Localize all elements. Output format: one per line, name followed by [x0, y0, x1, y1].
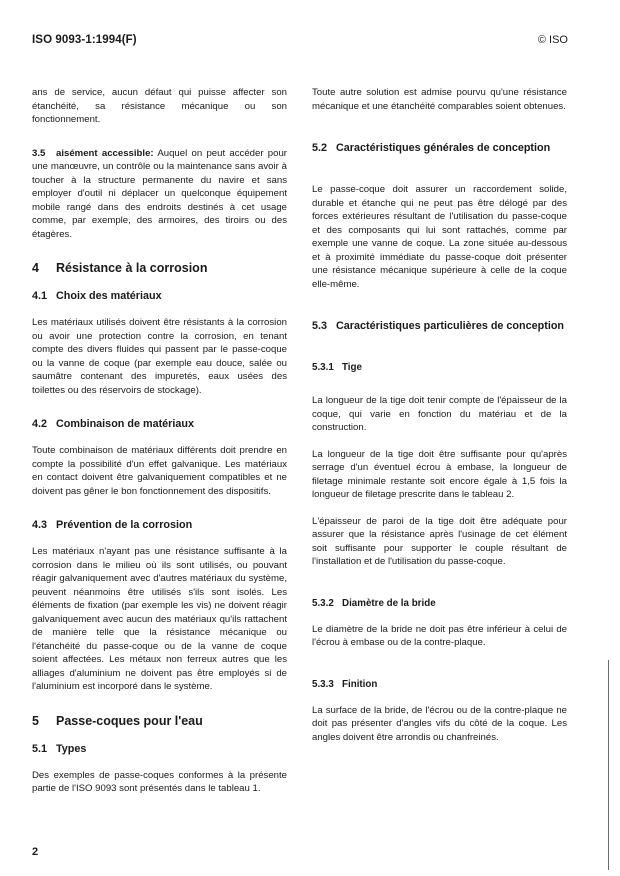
section-5-heading: 5 Passe-coques pour l'eau [32, 713, 203, 728]
right-column [312, 86, 567, 744]
section-5-3-heading: 5.3 Caractéristiques particulières de conception [312, 320, 565, 332]
section-5-3-1-heading: 5.3.1 Tige [312, 362, 362, 373]
document-id: ISO 9093-1:1994(F) [32, 34, 137, 46]
section-5-3-2-text: Le diamètre de la bride ne doit pas être inférieur à celui de l'écrou à embase ou de la contre-plaque. [312, 623, 567, 648]
definition-term: aisément accessible: [56, 147, 154, 159]
section-4-1-text: Les matériaux utilisés doivent être résistants à la corrosion ou avoir une protection contre la corrosion, en tenant compte des divers fluides qui passent par le passe-coque ou la vanne de coque (par exemple eau douce, salée ou saumâtre contenant des impuretés, eaux usées des toilettes ou des réservoirs de stockage). [32, 317, 287, 396]
section-4-1-heading: 4.1 Choix des matériaux [32, 290, 162, 302]
section-4-3-heading: 4.3 Prévention de la corrosion [32, 519, 193, 531]
page-number: 2 [32, 846, 39, 858]
section-4-heading: 4 Résistance à la corrosion [32, 261, 208, 275]
section-5-1-heading: 5.1 Types [32, 742, 87, 755]
definition-text: Auquel on peut accéder pour une manœuvre, un contrôle ou la maintenance sans avoir à toucher à la structure permanente du navire et sans employer d'outil ni déplacer un quelconque équipement mobile rangé dans des endroits destinés à cet usage comme, par exemple, des armoires, des tiroirs ou des étagères. [32, 147, 287, 240]
section-4-3-text: Les matériaux n'ayant pas une résistance suffisante à la corrosion dans le milieu où ils sont utilisés, ou pouvant réagir galvaniquement avec d'autres matériaux du système, peuvent néanmoins être utilisés s'ils sont isolés. Les éléments de fixation (par exemple les vis) ne doivent réagir galvaniquement avec aucun des matériaux qu'ils rattachent de manière telle que la résistance mécanique ou l'étanchéité du passe-coque ou de la vanne de coque soient affectées. Les métaux non ferreux autres que les alliages d'aluminium ne doivent pas être employés si de l'aluminium est incorporé dans le système. [32, 546, 287, 692]
definition-number: 3.5 [32, 147, 46, 159]
copyright-mark: © ISO [537, 34, 568, 46]
continued-text: Toute autre solution est admise pourvu qu'une résistance mécanique et une étanchéité comparables soient obtenues. [312, 87, 567, 112]
page-edge-line [608, 660, 609, 870]
section-5-1-text: Des exemples de passe-coques conformes à la présente partie de l'ISO 9093 sont présentés dans le tableau 1. [32, 769, 287, 794]
section-5-3-3-heading: 5.3.3 Finition [312, 678, 378, 690]
section-5-3-1-paragraph-1: La longueur de la tige doit tenir compte de l'épaisseur de la coque, qui varie en fonction du matériau et de la construction. [312, 395, 567, 433]
continued-text: ans de service, aucun défaut qui puisse affecter son étanchéité, sa résistance mécanique ou son fonctionnement. [32, 87, 287, 125]
section-5-3-3-text: La surface de la bride, de l'écrou ou de la contre-plaque ne doit pas présenter d'angles vifs du côté de la coque. Les angles doivent être arrondis ou chanfreinés. [312, 704, 567, 743]
section-5-3-1-paragraph-2: La longueur de la tige doit être suffisante pour qu'après serrage d'un éventuel écrou à embase, la longueur de filetage minimale restante soit encore égale à 1,5 fois la longueur de filetage prescrite dans le tableau 2. [312, 448, 567, 500]
definition-3-5 [32, 147, 287, 242]
left-column [32, 86, 287, 796]
section-4-2-text: Toute combinaison de matériaux différents doit prendre en compte la possibilité d'un effet galvanique. Les matériaux en contact doivent être galvaniquement compatibles et ne doivent pas gêner le bon fonctionnement des dispositifs. [32, 445, 287, 497]
section-5-3-1-paragraph-3: L'épaisseur de paroi de la tige doit être adéquate pour assurer que la résistance après l'usinage de cet élément soit suffisante pour supporter le couple résultant de l'installation et de l'utilisation du passe-coque. [312, 515, 567, 567]
section-5-2-text: Le passe-coque doit assurer un raccordement solide, durable et étanche qui ne peut pas être délogé par des forces extérieures résultant de l'utilisation du passe-coque et des composants qui lui sont rattachés, comme par exemple une vanne de coque. La zone située au-dessous et à proximité immédiate du passe-coque doit présenter une résistance mécanique supérieure à celle de la coque elle-même. [312, 184, 567, 290]
section-5-3-2-heading: 5.3.2 Diamètre de la bride [312, 597, 436, 609]
section-5-2-heading: 5.2 Caractéristiques générales de conception [312, 142, 551, 154]
section-4-2-heading: 4.2 Combinaison de matériaux [32, 418, 194, 430]
